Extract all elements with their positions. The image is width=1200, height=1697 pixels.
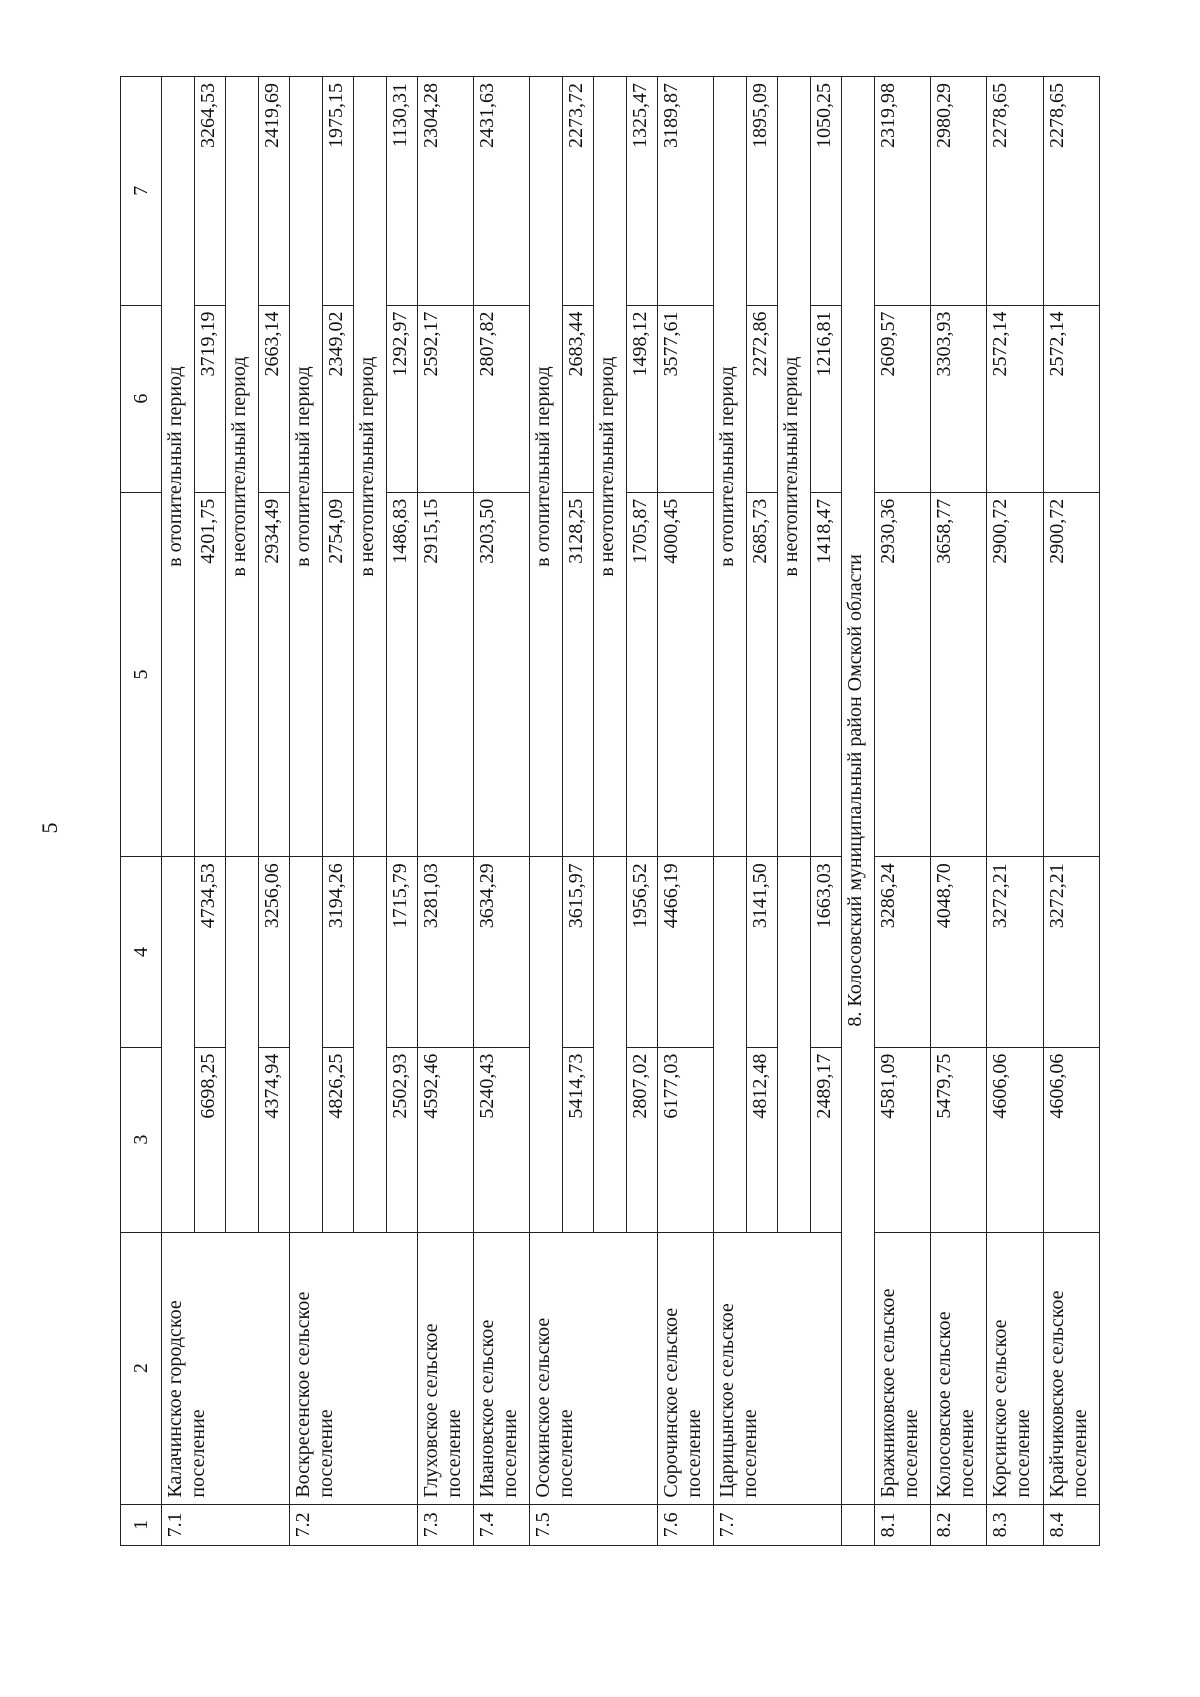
tariff-value: 2683,44 (563, 305, 594, 492)
settlement-name: Глуховское сельское поселение (417, 1232, 473, 1504)
tariff-value: 3272,21 (987, 857, 1043, 1047)
tariff-value: 2272,86 (747, 305, 778, 492)
tariff-value: 2273,72 (563, 77, 594, 306)
tariff-value: 3286,24 (874, 857, 930, 1047)
row-number: 7.7 (714, 1504, 842, 1545)
period-label: в неотопительный период (353, 77, 386, 857)
period-spacer (530, 857, 563, 1232)
tariff-value: 2900,72 (1043, 492, 1099, 857)
column-header: 1 (121, 1504, 162, 1545)
column-header: 6 (121, 305, 162, 492)
tariff-value: 1325,47 (626, 77, 657, 306)
row-number: 7.3 (417, 1504, 473, 1545)
tariff-value: 1975,15 (322, 77, 353, 306)
tariff-value: 2419,69 (258, 77, 289, 306)
tariff-value: 4592,46 (417, 1047, 473, 1232)
tariff-value: 4581,09 (874, 1047, 930, 1232)
table-row (1043, 77, 1099, 1546)
settlement-name: Калачинское городское поселение (162, 1232, 290, 1504)
period-spacer (593, 857, 626, 1232)
tariff-value: 4606,06 (987, 1047, 1043, 1232)
tariff-value: 5414,73 (563, 1047, 594, 1232)
tariff-value: 4374,94 (258, 1047, 289, 1232)
row-number: 7.4 (473, 1504, 529, 1545)
section-title: 8. Колосовский муниципальный район Омской области (841, 77, 874, 1505)
period-label: в отопительный период (162, 77, 195, 857)
column-header: 5 (121, 492, 162, 857)
tariff-value: 1050,25 (811, 77, 842, 306)
row-number: 7.5 (530, 1504, 658, 1545)
tariff-value: 2915,15 (417, 492, 473, 857)
settlement-name: Крайчиковское сельское поселение (1043, 1232, 1099, 1504)
period-label: в отопительный период (530, 77, 563, 857)
tariff-value: 3577,61 (657, 305, 713, 492)
tariff-value: 4466,19 (657, 857, 713, 1047)
period-spacer (778, 857, 811, 1232)
tariff-value: 2349,02 (322, 305, 353, 492)
period-spacer (225, 857, 258, 1232)
tariff-value: 5479,75 (931, 1047, 987, 1232)
tariff-value: 2663,14 (258, 305, 289, 492)
tariff-value: 3189,87 (657, 77, 713, 306)
column-header: 2 (121, 1232, 162, 1504)
section-row (841, 77, 874, 1546)
row-number: 7.2 (289, 1504, 417, 1545)
tariff-value: 4606,06 (1043, 1047, 1099, 1232)
tariff-value: 2980,29 (931, 77, 987, 306)
tariff-value: 3128,25 (563, 492, 594, 857)
tariff-value: 2592,17 (417, 305, 473, 492)
tariff-value: 2489,17 (811, 1047, 842, 1232)
settlement-name: Сорочинское сельское поселение (657, 1232, 713, 1504)
tariff-value: 4048,70 (931, 857, 987, 1047)
tariff-value: 1705,87 (626, 492, 657, 857)
settlement-name: Воскресенское сельское поселение (289, 1232, 417, 1504)
column-header: 4 (121, 857, 162, 1047)
row-number: 7.1 (162, 1504, 290, 1545)
tariff-value: 2807,82 (473, 305, 529, 492)
tariff-value: 1956,52 (626, 857, 657, 1047)
tariff-value: 3615,97 (563, 857, 594, 1047)
tariff-value: 2431,63 (473, 77, 529, 306)
period-row (289, 77, 322, 1546)
period-label: в неотопительный период (225, 77, 258, 857)
tariff-value: 2609,57 (874, 305, 930, 492)
row-number: 8.1 (874, 1504, 930, 1545)
tariff-value: 2930,36 (874, 492, 930, 857)
period-label: в неотопительный период (593, 77, 626, 857)
row-number: 8.2 (931, 1504, 987, 1545)
tariff-value: 1216,81 (811, 305, 842, 492)
tariff-value: 3719,19 (195, 305, 226, 492)
tariff-value: 1418,47 (811, 492, 842, 857)
tariff-value: 3634,29 (473, 857, 529, 1047)
settlement-name: Ивановское сельское поселение (473, 1232, 529, 1504)
table-row (987, 77, 1043, 1546)
tariff-value: 2934,49 (258, 492, 289, 857)
tariff-value: 3194,26 (322, 857, 353, 1047)
period-label: в неотопительный период (778, 77, 811, 857)
tariff-value: 1498,12 (626, 305, 657, 492)
tariff-value: 3272,21 (1043, 857, 1099, 1047)
tariff-value: 4826,25 (322, 1047, 353, 1232)
tariff-value: 2278,65 (1043, 77, 1099, 306)
tariff-value: 4812,48 (747, 1047, 778, 1232)
row-number: 7.6 (657, 1504, 713, 1545)
period-spacer (289, 857, 322, 1232)
tariff-value: 1663,03 (811, 857, 842, 1047)
period-spacer (162, 857, 195, 1232)
settlement-name: Осокинское сельское поселение (530, 1232, 658, 1504)
table-row (657, 77, 713, 1546)
tariff-value: 1486,83 (386, 492, 417, 857)
period-label: в отопительный период (714, 77, 747, 857)
tariff-value: 3658,77 (931, 492, 987, 857)
table-row (473, 77, 529, 1546)
period-row (530, 77, 563, 1546)
tariff-value: 6177,03 (657, 1047, 713, 1232)
tariff-value: 2278,65 (987, 77, 1043, 306)
tariff-value: 1292,97 (386, 305, 417, 492)
tariff-value: 1895,09 (747, 77, 778, 306)
period-spacer (714, 857, 747, 1232)
table-row (931, 77, 987, 1546)
period-label: в отопительный период (289, 77, 322, 857)
tariff-value: 2754,09 (322, 492, 353, 857)
tariff-value: 4000,45 (657, 492, 713, 857)
tariff-value: 6698,25 (195, 1047, 226, 1232)
tariff-value: 4734,53 (195, 857, 226, 1047)
tariff-value: 5240,43 (473, 1047, 529, 1232)
column-header: 7 (121, 77, 162, 306)
row-number: 8.3 (987, 1504, 1043, 1545)
page-number: 5 (37, 822, 62, 834)
table-container (120, 76, 1100, 1546)
settlement-name: Корсинское сельское поселение (987, 1232, 1043, 1504)
column-header: 3 (121, 1047, 162, 1232)
tariff-value: 2572,14 (1043, 305, 1099, 492)
row-number: 8.4 (1043, 1504, 1099, 1545)
tariff-value: 3203,50 (473, 492, 529, 857)
period-row (714, 77, 747, 1546)
table-body (162, 77, 1100, 1546)
tariff-value: 2319,98 (874, 77, 930, 306)
tariff-value: 2304,28 (417, 77, 473, 306)
tariff-value: 3303,93 (931, 305, 987, 492)
period-row (162, 77, 195, 1546)
tariff-value: 3264,53 (195, 77, 226, 306)
section-spacer (841, 1504, 874, 1545)
tariff-value: 1130,31 (386, 77, 417, 306)
table-row (874, 77, 930, 1546)
tariff-value: 2685,73 (747, 492, 778, 857)
header-row (121, 77, 162, 1546)
settlement-name: Колосовское сельское поселение (931, 1232, 987, 1504)
tariff-value: 2572,14 (987, 305, 1043, 492)
tariff-value: 3141,50 (747, 857, 778, 1047)
table-row (417, 77, 473, 1546)
settlement-name: Царицынское сельское поселение (714, 1232, 842, 1504)
tariff-value: 2807,02 (626, 1047, 657, 1232)
tariff-value: 3281,03 (417, 857, 473, 1047)
tariff-value: 2900,72 (987, 492, 1043, 857)
tariff-value: 4201,75 (195, 492, 226, 857)
period-spacer (353, 857, 386, 1232)
tariff-value: 3256,06 (258, 857, 289, 1047)
tariff-table (120, 76, 1100, 1546)
settlement-name: Бражниковское сельское поселение (874, 1232, 930, 1504)
tariff-value: 2502,93 (386, 1047, 417, 1232)
tariff-value: 1715,79 (386, 857, 417, 1047)
